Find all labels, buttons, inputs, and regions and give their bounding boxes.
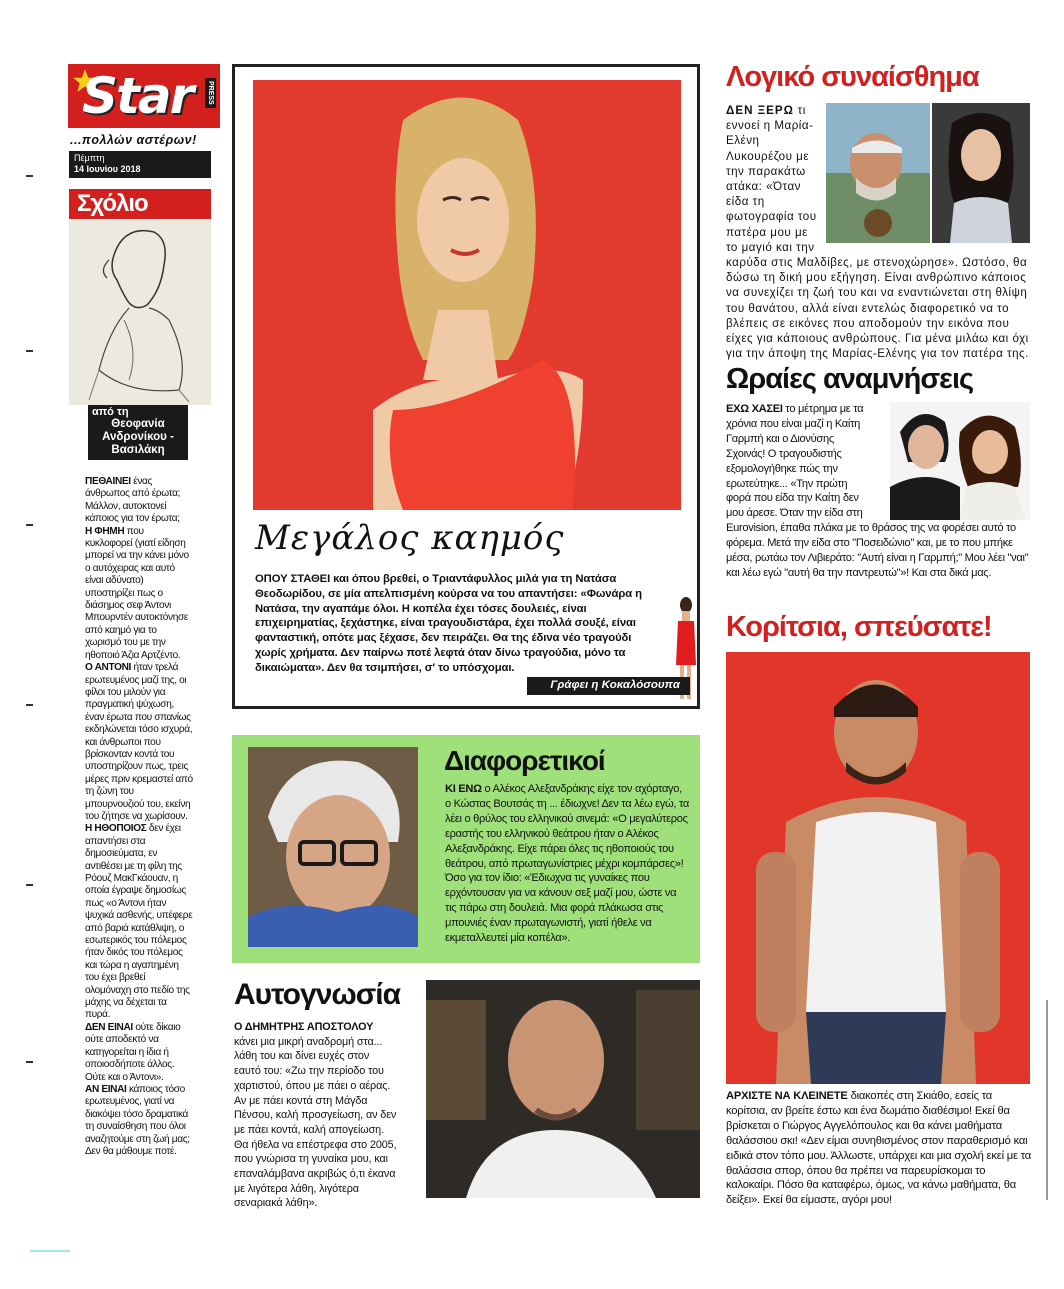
byline: Γράφει η Κοκαλόσουπα xyxy=(550,679,680,691)
margin-mark xyxy=(26,704,33,706)
logo-text: Star xyxy=(82,67,193,125)
logiko-text: τι εννοεί η Μαρία-Ελένη Λυκουρέζου με την παρακάτω ατάκα: «Όταν είδα τη φωτογραφία του πατέρα μου με το μαγιό και την καρύδα στις Μαλδίβες, με στενοχώρησε». Ωστόσο, θα δώσω τη δική μου εξήγηση. Είναι ανθρώπινο κάποιος να συνεχίζει τη ζωή του και να εναντιώνεται στη θλίψη του θανάτου, αλλά είναι εντελώς διαφορετικό να το βλέπεις σε εικόνες που αποδομούν την εικόνα που είχες για κάποιους ανθρώπους. Για μένα μιλάω και όχι για την άποψη της Μαρίας-Ελένης για τον πατέρα της. xyxy=(726,104,1029,361)
author-name: Θεοφανία Ανδρονίκου - Βασιλάκη xyxy=(102,418,174,456)
date-day: Πέμπτη xyxy=(74,153,105,163)
sxolio-body xyxy=(85,476,193,1158)
oraies-body xyxy=(726,402,1030,581)
autognosia-text: κάνει μια μικρή αναδρομή στα... λάθη του και δίνει ευχές στον εαυτό του: «Ζω την περίοδο του χαρτιστού, όπου με πάει ο αέρας. Αν με πάει κοντά στη Μάγδα Πένσου, καλή προσγείωση, αν δεν με πάει κοντά, καλή απογείωση. Θα ήθελα να επέστρεφα στο 2005, που γνώρισα τη γυναίκα μου, και επαναλάμβανα ακριβώς ό,τι έκανα με λιγότερα λάθη, λιγότερα σεναριακά λάθη». xyxy=(234,1035,397,1210)
margin-mark xyxy=(26,1061,33,1063)
diaforetikoi-text: ο Αλέκος Αλεξανδράκης είχε τον αχόρταγο, ο Κώστας Βουτσάς τη ... έδιωχνε! Δεν τα λέω εγώ, τα λέει ο θρύλος του ελληνικού σινεμά: «Ο μεγαλύτερος εραστής του ελληνικού θεάτρου ήταν ο Αλέκος Αλεξανδράκης. Είχε πάρει όλες τις ηθοποιούς του θεάτρου, από πρωταγωνίστριες μέχρι κομπάρσες»! Όσο για τον ίδιο: «Έδιωχνα τις γυναίκες που ερχόντουσαν για να κάνουν σεξ μαζί μου, ώστε να τις πάρω στη δουλειά. Μια φορά πλάκωσα στις μπουνιές έναν πρωταγωνιστή, γιατί ήθελε να εκμεταλλευτεί μία κοπέλα». xyxy=(445,783,690,945)
autognosia-lead: Ο ΔΗΜΗΤΡΗΣ ΑΠΟΣΤΟΛΟΥ xyxy=(234,1021,374,1033)
para-text: ήταν τρελά ερωτευμένος μαζί της, οι φίλοι του μιλούν για πραγματική ψύχωση, έναν έρωτα που σπανίως εκδηλώνεται τόσο ισχυρά, και άνθρωποι που βρίσκονταν κοντά του υποστηρίζουν πως, τρεις μέρες πριν κρεμαστεί από τη ζώνη του μπουρνουζιού του, εκείνη του ζήτησε να χωρίσουν. xyxy=(85,662,193,822)
diaforetikoi-title: Διαφορετικοί xyxy=(444,745,605,776)
margin-mark xyxy=(26,350,33,352)
scan-mark xyxy=(30,1250,70,1252)
oraies-lead: ΕΧΩ ΧΑΣΕΙ xyxy=(726,403,783,415)
star-logo xyxy=(68,64,220,128)
margin-mark xyxy=(26,175,33,177)
autognosia-body xyxy=(234,1020,398,1211)
byline-bar xyxy=(527,677,690,695)
photo-aggelopoulos xyxy=(726,652,1030,1084)
photo-natasa xyxy=(253,80,681,510)
para-text: ούτε δίκαιο ούτε αποδεκτό να κατηγορείται η ίδια ή οποιοσδήποτε άλλος. Ούτε και ο Άντονι». xyxy=(85,1021,181,1083)
caricature-drawing xyxy=(69,220,211,405)
sxolio-heading-bar xyxy=(69,189,211,219)
koritsia-title: Κορίτσια, σπεύσατε! xyxy=(726,611,992,643)
koritsia-lead: ΑΡΧΙΣΤΕ ΝΑ ΚΛΕΙΝΕΤΕ xyxy=(726,1090,848,1102)
author-box xyxy=(88,405,188,460)
oraies-text: το μέτρημα με τα χρόνια που είναι μαζί η Καίτη Γαρμπή και ο Διονύσης Σχοινάς! Ο τραγουδιστής εξομολογήθηκε πώς την ερωτεύτηκε... «Την πρώτη φορά που είδα την Καίτη δεν μου άρεσε. Όταν την είδα στη Eurovision, έπαθα πλάκα με το θράσος της να φορέσει αυτό το φόρεμα. Μετά την είδα στο "Ποσειδώνιο" και, με το που μπήκε μέσα, ρωτάω τον Λιβιεράτο: "Αυτή είναι η Γαρμπή;" Μου λέει "ναι" και λέω εγώ "αυτή θα την παντρευτώ"»! Και στα δικά μας. xyxy=(726,403,1029,579)
para-lead: ΔΕΝ ΕΙΝΑΙ xyxy=(85,1021,133,1033)
margin-mark xyxy=(26,524,33,526)
para-text: δεν έχει απαντήσει στα δημοσιεύματα, εν αντιθέσει με τη φίλη της Ρόουζ ΜακΓκάουαν, η οποία έγραψε δημοσίως πως «ο Άντονι ήταν ψυχικά ασθενής, υπέφερε από βαριά κατάθλιψη, ο εσωτερικός του πόλεμος ήταν δικός του πόλεμος και τώρα η αγαπημένη του έχει βρεθεί ολομόναχη στο πεδίο της μάχης να δέχεται τα πυρά. xyxy=(85,823,193,1021)
photo-apostolou xyxy=(426,980,700,1198)
sxolio-para xyxy=(85,526,193,662)
logo-badge: PRESS xyxy=(205,78,216,108)
para-text: που κυκλοφορεί (γιατί είδηση μπορεί να την κάνει μόνο ο αυτόχειρας και αυτό είναι αδύνατο) υποστηρίζει πως ο διάσημος σεφ Άντονι Μπουρντέν αυτοκτόνησε από καημό για το χωρισμό του με την ηθοποιό Άζια Αρτζέντο. xyxy=(85,525,189,661)
para-lead: ΠΕΘΑΙΝΕΙ xyxy=(85,476,131,487)
megalos-lead: ΟΠΟΥ ΣΤΑΘΕΙ και όπου βρεθεί, xyxy=(255,573,420,585)
para-text: κάποιος τόσο ερωτευμένος, γιατί να διακόψει τόσο δραματικά τη συναίσθηση που όλοι αναζητούμε στη ζωή μας; Δεν θα μάθουμε ποτέ. xyxy=(85,1083,190,1157)
koritsia-body xyxy=(726,1089,1032,1208)
float-spacer xyxy=(822,103,1030,245)
diaforetikoi-lead: ΚΙ ΕΝΩ xyxy=(445,783,482,795)
logiko-lead: ΔΕΝ ΞΕΡΩ xyxy=(726,104,794,117)
para-text: ένας άνθρωπος από έρωτα; Μάλλον, αυτοκτονεί κάποιος για τον έρωτα; xyxy=(85,476,181,525)
para-lead: ΑΝ ΕΙΝΑΙ xyxy=(85,1083,127,1095)
diaforetikoi-body xyxy=(445,782,690,946)
autognosia-title: Αυτογνωσία xyxy=(234,978,401,1011)
date-box xyxy=(69,151,211,178)
logiko-body xyxy=(726,103,1030,361)
sxolio-heading: Σχόλιο xyxy=(77,190,148,217)
page-edge xyxy=(1046,1000,1048,1200)
author-from: από τη xyxy=(92,406,129,418)
sxolio-para xyxy=(85,662,193,823)
megalos-title: Μεγάλος καημός xyxy=(255,518,565,558)
koritsia-text: διακοπές στη Σκιάθο, εσείς τα κορίτσια, αν βρείτε έστω και ένα δωμάτιο διαθέσιμο! Εκεί θα βρίσκεται ο Γιώργος Αγγελόπουλος και θα κάνει μαθήματα θαλάσσιου σκι! «Δεν είμαι συνηθισμένος στον παραθερισμό και ειδικά στον τόπο μου. Άλλωστε, υπάρχει και μια σχολή εκεί με τα θαλάσσια σπορ, όπου θα πρέπει να παρευρίσκομαι το καλοκαίρι. Πόσο θα καταφέρω, όμως, να κάνω μαθήματα, θα δείξει». Εκεί θα είμαστε, αγόρι μου! xyxy=(726,1090,1032,1207)
sxolio-para xyxy=(85,1022,193,1084)
date-full: 14 Ιουνίου 2018 xyxy=(74,164,141,174)
photo-voutsas xyxy=(248,747,418,947)
para-lead: Η ΗΘΟΠΟΙΟΣ xyxy=(85,823,147,835)
sxolio-para xyxy=(85,476,193,526)
megalos-body xyxy=(255,572,665,676)
margin-mark xyxy=(26,884,33,886)
tagline: ...πολλών αστέρων! xyxy=(70,133,197,147)
sxolio-para xyxy=(85,1084,193,1158)
para-lead: Ο ΑΝΤΟΝΙ xyxy=(85,662,131,674)
megalos-text: ο Τριαντάφυλλος μιλά για τη Νατάσα Θεοδωρίδου, σε μία απελπισμένη κούρσα να του απαντήσει: «Φωνάρα η Νατάσα, την αγαπάμε όλοι. Η κοπέλα έχει τόσες δουλειές, είναι επιχειρηματίας, ξεχάστηκε, είναι τραγουδιστάρα, έχει πολλά σουξέ, είναι φανταστική, οπότε μας ξέχασε, δεν πειράζει. Θα της έδινα νέο τραγούδι χωρίς χρήματα. Δεν παίρνω ποτέ λεφτά όταν δίνω τραγούδια, μόνο τα δικαιώματα». Δεν θα τσιμπήσει, σ' το υπόσχομαι. xyxy=(255,573,642,674)
sxolio-para xyxy=(85,823,193,1022)
oraies-title: Ωραίες αναμνήσεις xyxy=(726,363,974,395)
logiko-title: Λογικό συναίσθημα xyxy=(726,61,979,93)
float-spacer xyxy=(864,402,1030,520)
para-lead: Η ΦΗΜΗ xyxy=(85,525,125,537)
